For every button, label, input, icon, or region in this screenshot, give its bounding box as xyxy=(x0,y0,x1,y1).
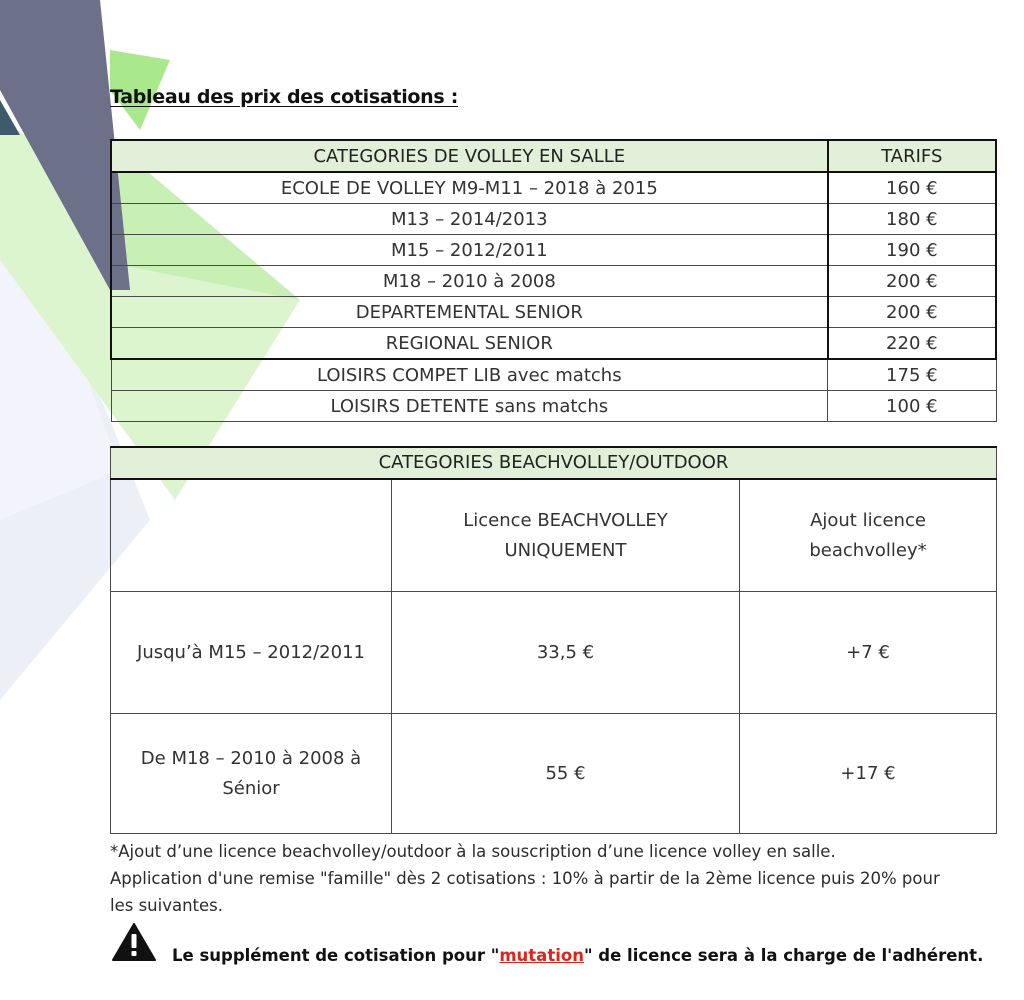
table-row xyxy=(111,172,996,204)
category-cell: M15 – 2012/2011 xyxy=(111,235,828,266)
header-line: Ajout licence xyxy=(810,509,926,531)
warning-icon xyxy=(112,922,156,962)
table-row xyxy=(111,359,996,391)
category-cell xyxy=(111,714,392,834)
header-line: Licence BEACHVOLLEY xyxy=(463,509,668,531)
beach-addon-price: +7 € xyxy=(740,592,997,714)
warning-text-before: Le supplément de cotisation pour " xyxy=(172,946,500,965)
beach-only-header xyxy=(392,479,740,592)
price-cell: 160 € xyxy=(828,172,996,204)
footnotes xyxy=(110,838,1010,919)
mutation-warning xyxy=(110,922,1010,965)
indoor-category-header: CATEGORIES DE VOLLEY EN SALLE xyxy=(111,140,828,172)
table-row xyxy=(111,297,996,328)
beach-pricing-table xyxy=(110,446,997,834)
price-cell: 180 € xyxy=(828,204,996,235)
category-line: De M18 – 2010 à 2008 à xyxy=(140,747,362,769)
warning-text-after: " de licence sera à la charge de l'adhérent. xyxy=(583,946,984,965)
price-cell: 190 € xyxy=(828,235,996,266)
beach-table-header: CATEGORIES BEACHVOLLEY/OUTDOOR xyxy=(111,447,997,479)
page-title: Tableau des prix des cotisations : xyxy=(110,86,459,108)
table-row xyxy=(111,235,996,266)
category-cell: M18 – 2010 à 2008 xyxy=(111,266,828,297)
beach-addon-header xyxy=(740,479,997,592)
price-cell: 200 € xyxy=(828,266,996,297)
category-cell xyxy=(111,592,392,714)
table-header-row xyxy=(111,140,996,172)
footnote-line: *Ajout d’une licence beachvolley/outdoor à la souscription d’une licence volley en salle. xyxy=(110,842,836,861)
beach-only-price: 55 € xyxy=(392,714,740,834)
category-cell: REGIONAL SENIOR xyxy=(111,328,828,360)
category-cell: ECOLE DE VOLLEY M9-M11 – 2018 à 2015 xyxy=(111,172,828,204)
beach-addon-price: +17 € xyxy=(740,714,997,834)
category-line: Sénior xyxy=(222,777,280,799)
table-row xyxy=(111,714,997,834)
header-line: beachvolley* xyxy=(809,539,927,561)
price-cell: 200 € xyxy=(828,297,996,328)
table-header-row xyxy=(111,447,997,479)
warning-text xyxy=(172,946,983,965)
table-row xyxy=(111,391,996,422)
footnote-line: Application d'une remise "famille" dès 2 cotisations : 10% à partir de la 2ème licence puis 20% pour xyxy=(110,869,940,888)
table-row xyxy=(111,592,997,714)
category-cell: M13 – 2014/2013 xyxy=(111,204,828,235)
beach-column-headers xyxy=(111,479,997,592)
header-line: UNIQUEMENT xyxy=(504,539,627,561)
category-cell: LOISIRS COMPET LIB avec matchs xyxy=(111,359,828,391)
price-cell: 175 € xyxy=(828,359,996,391)
table-row xyxy=(111,266,996,297)
empty-cell xyxy=(111,479,392,592)
table-row xyxy=(111,204,996,235)
category-line: Jusqu’à M15 – 2012/2011 xyxy=(137,641,365,663)
category-cell: DEPARTEMENTAL SENIOR xyxy=(111,297,828,328)
beach-only-price: 33,5 € xyxy=(392,592,740,714)
table-row xyxy=(111,328,996,360)
price-cell: 100 € xyxy=(828,391,996,422)
footnote-line: les suivantes. xyxy=(110,896,224,915)
price-cell: 220 € xyxy=(828,328,996,360)
indoor-pricing-table xyxy=(110,139,997,422)
warning-highlight: mutation xyxy=(499,946,584,965)
indoor-price-header: TARIFS xyxy=(828,140,996,172)
category-cell: LOISIRS DETENTE sans matchs xyxy=(111,391,828,422)
